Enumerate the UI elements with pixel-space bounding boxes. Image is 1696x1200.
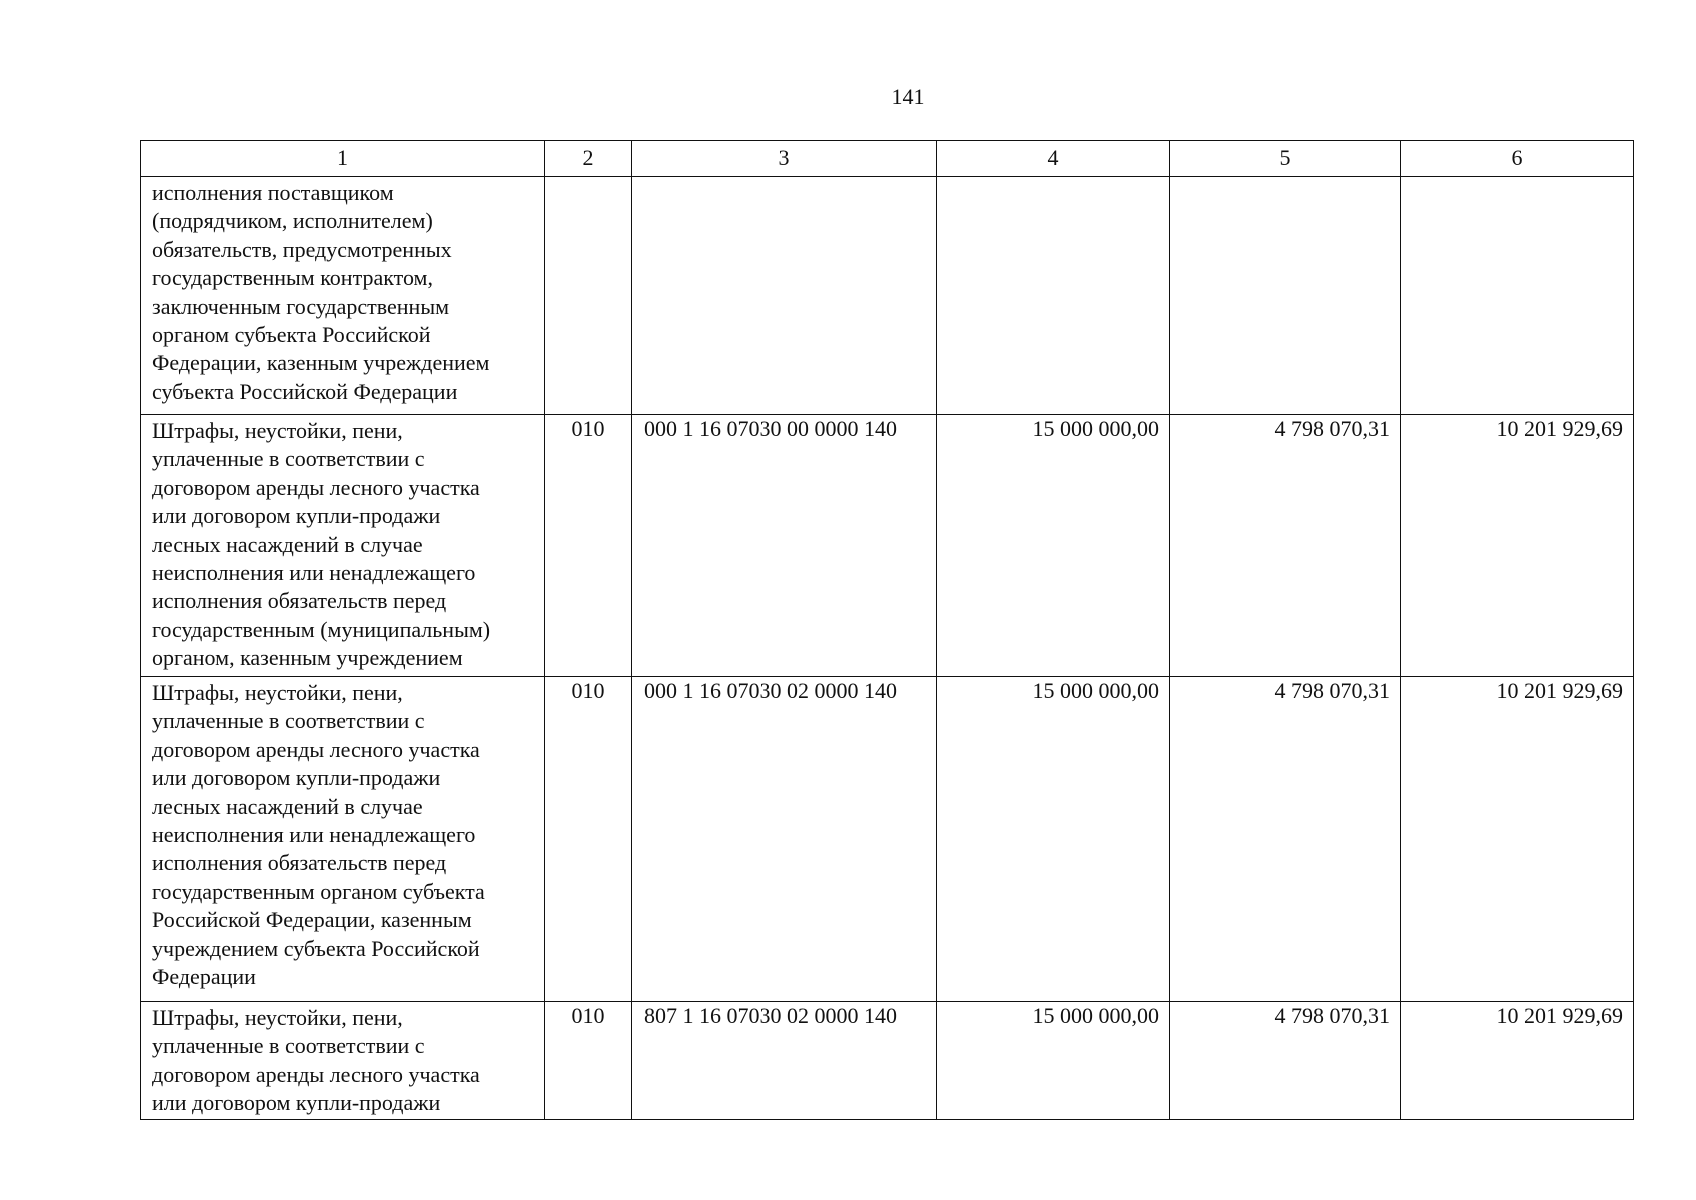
column-header-4: 4 (937, 141, 1170, 177)
table-row (141, 415, 1634, 677)
code-cell: 010 (545, 677, 632, 1002)
remaining-cell: 10 201 929,69 (1401, 415, 1634, 677)
approved-cell: 15 000 000,00 (937, 677, 1170, 1002)
code-cell: 010 (545, 415, 632, 677)
table-row (141, 177, 1634, 415)
kbk-cell: 000 1 16 07030 02 0000 140 (632, 677, 937, 1002)
kbk-cell (632, 177, 937, 415)
description-cell (141, 415, 545, 677)
column-header-5: 5 (1170, 141, 1401, 177)
description-cell (141, 177, 545, 415)
remaining-cell: 10 201 929,69 (1401, 1002, 1634, 1120)
description-text: Штрафы, неустойки, пени, уплаченные в соответствии с договором аренды лесного участка или договором купли-продажи (152, 1005, 480, 1116)
description-cell (141, 677, 545, 1002)
page-number: 141 (891, 84, 925, 109)
kbk-cell: 000 1 16 07030 00 0000 140 (632, 415, 937, 677)
description-cell (141, 1002, 545, 1120)
code-cell: 010 (545, 1002, 632, 1120)
approved-cell: 15 000 000,00 (937, 415, 1170, 677)
remaining-cell (1401, 177, 1634, 415)
executed-cell: 4 798 070,31 (1170, 1002, 1401, 1120)
code-cell (545, 177, 632, 415)
budget-table (140, 140, 1634, 1120)
description-text: Штрафы, неустойки, пени, уплаченные в соответствии с договором аренды лесного участка или договором купли-продажи лесных насаждений в случае неисполнения или ненадлежащего исполнения обязательств перед государственным (муниципальным) органом, казенным учреждением (152, 418, 491, 671)
executed-cell: 4 798 070,31 (1170, 415, 1401, 677)
approved-cell: 15 000 000,00 (937, 1002, 1170, 1120)
description-text: Штрафы, неустойки, пени, уплаченные в соответствии с договором аренды лесного участка или договором купли-продажи лесных насаждений в случае неисполнения или ненадлежащего исполнения обязательств перед государственным органом субъекта Российской Федерации, казенным учреждением субъекта Российской Федерации (152, 680, 485, 990)
kbk-cell: 807 1 16 07030 02 0000 140 (632, 1002, 937, 1120)
executed-cell: 4 798 070,31 (1170, 677, 1401, 1002)
remaining-cell: 10 201 929,69 (1401, 677, 1634, 1002)
column-header-3: 3 (632, 141, 937, 177)
table-header-row (141, 141, 1634, 177)
executed-cell (1170, 177, 1401, 415)
column-header-1: 1 (141, 141, 545, 177)
table-row (141, 1002, 1634, 1120)
table-row (141, 677, 1634, 1002)
approved-cell (937, 177, 1170, 415)
description-text: исполнения поставщиком (подрядчиком, исполнителем) обязательств, предусмотренных государственным контрактом, заключенным государственным органом субъекта Российской Федерации, казенным учреждением субъекта Российской Федерации (152, 180, 490, 404)
column-header-2: 2 (545, 141, 632, 177)
column-header-6: 6 (1401, 141, 1634, 177)
